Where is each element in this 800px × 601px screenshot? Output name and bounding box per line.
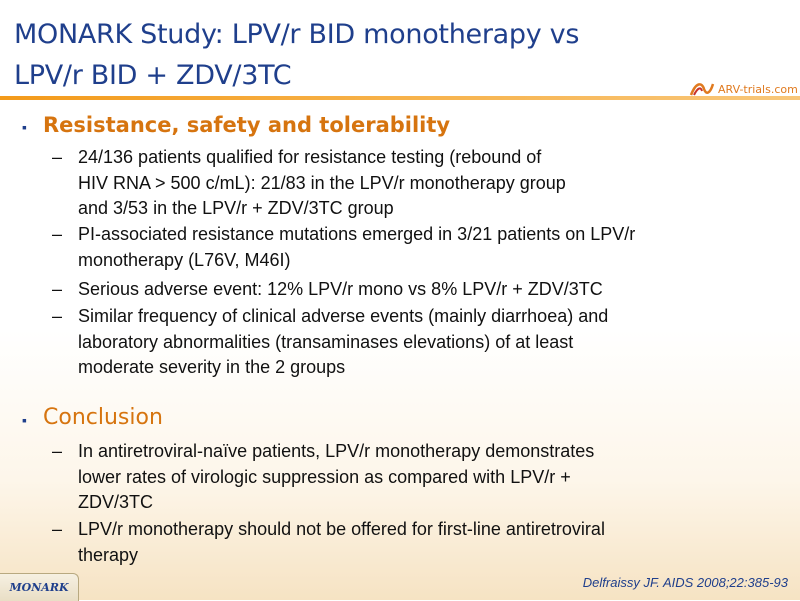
item-line: ZDV/3TC: [78, 492, 154, 512]
item-line: Serious adverse event: 12% LPV/r mono vs 8% LPV/r + ZDV/3TC: [78, 279, 603, 299]
item-line: monotherapy (L76V, M46I): [78, 249, 291, 270]
item-line: moderate severity in the 2 groups: [78, 357, 346, 377]
item-line: and 3/53 in the LPV/r + ZDV/3TC group: [78, 198, 394, 218]
slide-title: [14, 14, 694, 96]
item-line: In antiretroviral-naïve patients, LPV/r monotherapy demonstrates: [78, 441, 595, 461]
item-line: Similar frequency of clinical adverse events (mainly diarrhoea) and: [78, 306, 609, 326]
item-line: LPV/r monotherapy should not be offered for first-line antiretroviral: [78, 519, 605, 539]
item-line: HIV RNA > 500 c/mL): 21/83 in the LPV/r monotherapy group: [78, 172, 566, 193]
section-bullet-icon: ▪: [22, 119, 27, 135]
section-heading-conclusion: Conclusion: [43, 405, 163, 430]
dash-icon: –: [52, 441, 63, 461]
title-line-1: MONARK Study: LPV/r BID monotherapy vs: [14, 19, 580, 50]
dash-icon: –: [52, 279, 63, 299]
dash-icon: –: [52, 147, 63, 167]
dash-icon: –: [52, 224, 63, 244]
item-line: laboratory abnormalities (transaminases elevations) of at least: [78, 331, 574, 352]
citation: Delfraissy JF. AIDS 2008;22:385-93: [582, 575, 788, 590]
item-line: lower rates of virologic suppression as compared with LPV/r +: [78, 466, 571, 487]
item-line: 24/136 patients qualified for resistance testing (rebound of: [78, 147, 542, 167]
dash-icon: –: [52, 519, 63, 539]
logo-text: ARV-trials: [718, 82, 771, 96]
study-badge: MONARK: [0, 573, 79, 601]
item-line: therapy: [78, 544, 139, 565]
item-line: PI-associated resistance mutations emerged in 3/21 patients on LPV/r: [78, 224, 636, 244]
section-heading-resistance: Resistance, safety and tolerability: [43, 113, 451, 137]
section-bullet-icon: ▪: [22, 412, 27, 428]
dash-icon: –: [52, 306, 63, 326]
title-line-2: LPV/r BID + ZDV/3TC: [14, 60, 292, 91]
title-divider: [0, 96, 800, 100]
logo-suffix: .com: [770, 82, 798, 96]
